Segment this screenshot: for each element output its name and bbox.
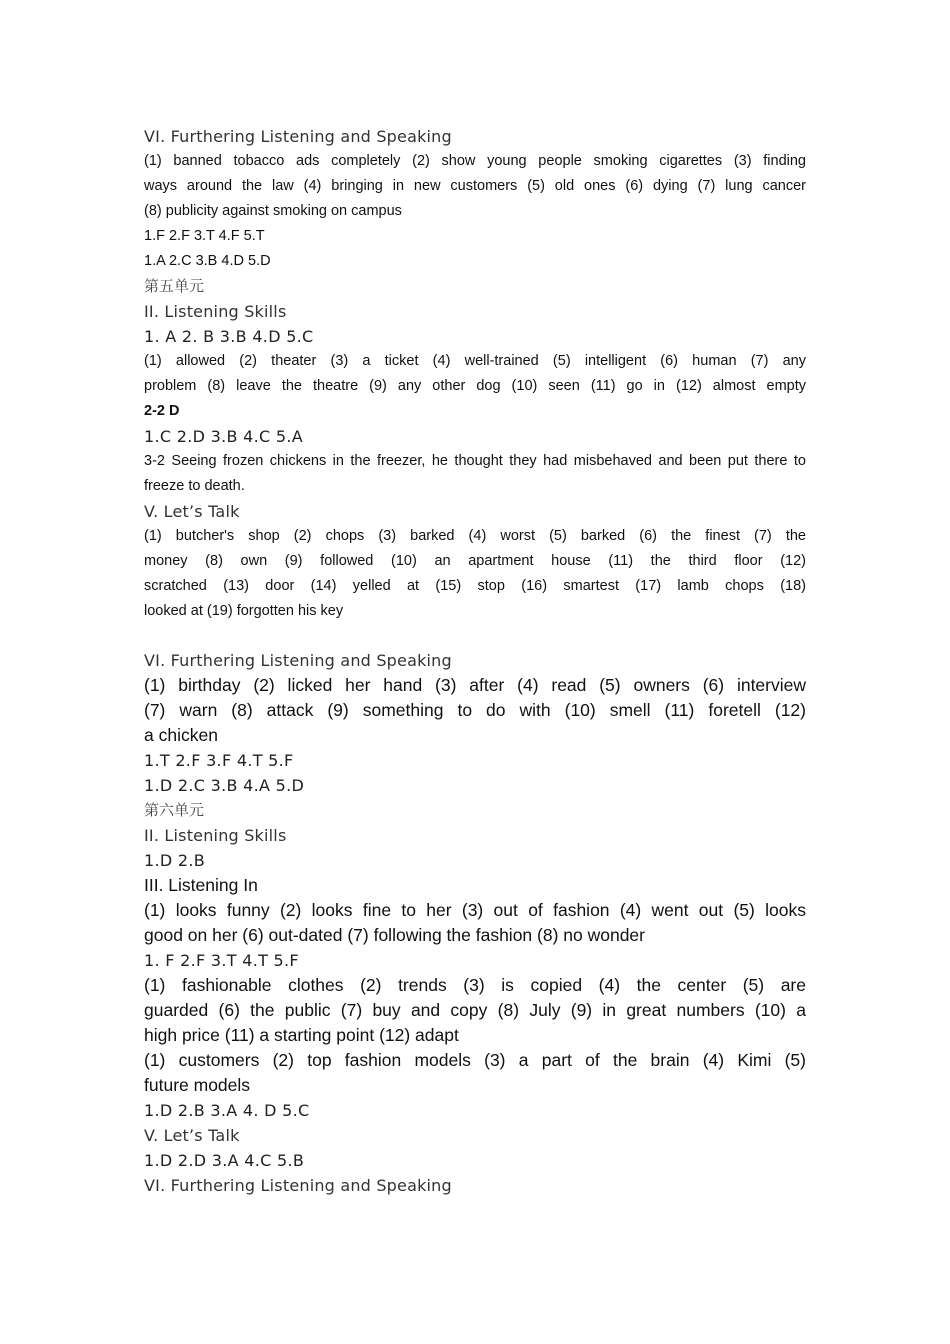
section-heading-furthering: VI. Furthering Listening and Speaking (144, 1176, 452, 1195)
multiple-choice-answers: 1.D 2.B (144, 851, 206, 870)
answer-line: (7) warn (8) attack (9) something to do with (10) smell (11) foretell (12) (144, 700, 806, 720)
answer-line: guarded (6) the public (7) buy and copy (8) July (9) in great numbers (10) a (144, 1000, 806, 1020)
answer-line: (1) fashionable clothes (2) trends (3) is copied (4) the center (5) are (144, 975, 806, 995)
answer-line: high price (11) a starting point (12) adapt (144, 1025, 459, 1045)
answer-line: (1) birthday (2) licked her hand (3) after (4) read (5) owners (6) interview (144, 675, 806, 695)
multiple-choice-answers: 1.C 2.D 3.B 4.C 5.A (144, 427, 303, 446)
section-heading-listening-in: III. Listening In (144, 875, 258, 895)
answer-line: scratched (13) door (14) yelled at (15) stop (16) smartest (17) lamb chops (18) (144, 578, 806, 594)
true-false-answers: 1.F 2.F 3.T 4.F 5.T (144, 228, 265, 244)
answer-key-page (144, 124, 806, 1198)
section-heading-furthering: VI. Furthering Listening and Speaking (144, 127, 452, 146)
multiple-choice-answers: 1.D 2.B 3.A 4. D 5.C (144, 1101, 310, 1120)
section-heading-furthering: VI. Furthering Listening and Speaking (144, 651, 452, 670)
multiple-choice-answers: 1.D 2.D 3.A 4.C 5.B (144, 1151, 305, 1170)
spacer (144, 624, 806, 648)
subsection-label: 2-2 D (144, 403, 180, 419)
answer-line: (8) publicity against smoking on campus (144, 203, 402, 219)
true-false-answers: 1. F 2.F 3.T 4.T 5.F (144, 951, 299, 970)
answer-line: (1) allowed (2) theater (3) a ticket (4) well-trained (5) intelligent (6) human (7) any (144, 353, 806, 369)
section-heading-listening-skills: II. Listening Skills (144, 302, 287, 321)
answer-line: (1) looks funny (2) looks fine to her (3) out of fashion (4) went out (5) looks (144, 900, 806, 920)
section-heading-lets-talk: V. Let’s Talk (144, 502, 240, 521)
answer-line: 3-2 Seeing frozen chickens in the freezer, he thought they had misbehaved and been put there to (144, 453, 806, 469)
multiple-choice-answers: 1.A 2.C 3.B 4.D 5.D (144, 253, 271, 269)
answer-line: looked at (19) forgotten his key (144, 603, 344, 619)
answer-line: future models (144, 1075, 251, 1095)
unit-title: 第五单元 (144, 277, 205, 295)
answer-line: freeze to death. (144, 478, 245, 494)
answer-line: (1) butcher's shop (2) chops (3) barked (4) worst (5) barked (6) the finest (7) the (144, 528, 806, 544)
answer-line: (1) banned tobacco ads completely (2) show young people smoking cigarettes (3) finding (144, 153, 806, 169)
unit-title: 第六单元 (144, 801, 205, 819)
answer-line: good on her (6) out-dated (7) following the fashion (8) no wonder (144, 925, 645, 945)
multiple-choice-answers: 1.D 2.C 3.B 4.A 5.D (144, 776, 305, 795)
section-heading-lets-talk: V. Let’s Talk (144, 1126, 240, 1145)
answer-line: problem (8) leave the theatre (9) any other dog (10) seen (11) go in (12) almost empty (144, 378, 806, 394)
section-heading-listening-skills: II. Listening Skills (144, 826, 287, 845)
answer-line: money (8) own (9) followed (10) an apartment house (11) the third floor (12) (144, 553, 806, 569)
answer-line: a chicken (144, 725, 218, 745)
true-false-answers: 1.T 2.F 3.F 4.T 5.F (144, 751, 294, 770)
answer-line: ways around the law (4) bringing in new customers (5) old ones (6) dying (7) lung cancer (144, 178, 806, 194)
multiple-choice-answers: 1. A 2. B 3.B 4.D 5.C (144, 327, 314, 346)
answer-line: (1) customers (2) top fashion models (3) a part of the brain (4) Kimi (5) (144, 1050, 806, 1070)
